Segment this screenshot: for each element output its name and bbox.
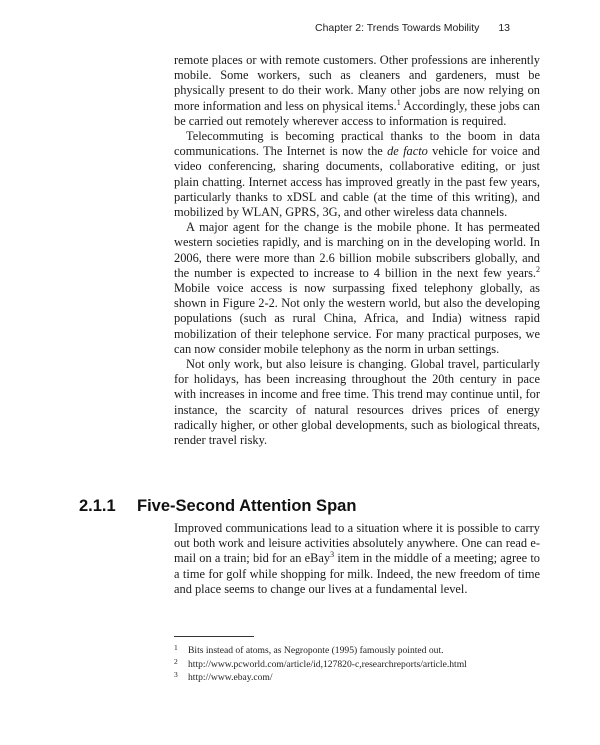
paragraph-3-text-a: A major agent for the change is the mobile phone. It has permeated western societies rapidly, and is marching on in the developing world. In 2006, there were more than 2.6 billion mobile subscribers globally, and the number is expected to increase to 4 billion in the next few years. [174, 220, 540, 280]
paragraph-1-text-a: remote places or with remote customers. Other professions are inherently mobile. Some workers, such as cleaners and gardeners, must be physically present to do their work. Many other jobs are now relying on more information and less on physical items. [174, 53, 540, 113]
body-text [174, 53, 540, 448]
footnote-1 [174, 644, 540, 658]
paragraph-2-text-b: vehicle for voice and video conferencing, sharing documents, collaborative editing, or just plain chatting. Internet access has improved greatly in the past few years, particularly thanks to xDSL and cable (at the time of this writing), and mobilized by WLAN, GPRS, 3G, and other wireless data channels. [174, 144, 540, 220]
paragraph-1 [174, 53, 540, 129]
page-number: 13 [498, 22, 510, 34]
footnote-3 [174, 671, 540, 685]
footnote-2-mark: 2 [174, 656, 178, 666]
paragraph-2 [174, 129, 540, 220]
paragraph-3 [174, 220, 540, 357]
footnote-ref-2: 2 [536, 264, 540, 274]
section-title: Five-Second Attention Span [137, 497, 357, 515]
chapter-title: Chapter 2: Trends Towards Mobility [315, 22, 480, 34]
running-header [170, 22, 510, 34]
footnote-1-mark: 1 [174, 643, 178, 652]
footnote-ref-1: 1 [396, 97, 401, 107]
section-number: 2.1.1 [79, 497, 116, 515]
paragraph-1-text-b: Accordingly, these jobs can be carried out remotely wherever access to information is required. [174, 98, 540, 128]
paragraph-3-text-b: Mobile voice access is now surpassing fixed telephony globally, as shown in Figure 2-2. Not only the western world, but also the developing populations (such as rural China, Africa, and India) witness rapid mobilization of their telephone service. For many practical purposes, we can now consider mobile telephony as the norm in urban settings. [174, 281, 540, 356]
section-paragraph-1-text-a: Improved communications lead to a situation where it is possible to carry out both work and leisure activities absolutely anywhere. One can read e-mail on a train; bid for an eBay [174, 521, 540, 566]
footnote-divider [174, 636, 254, 637]
paragraph-2-text-a: Telecommuting is becoming practical thanks to the boom in data communications. The Internet is now the [174, 129, 540, 159]
footnote-1-text: Bits instead of atoms, as Negroponte (1995) famously pointed out. [188, 645, 444, 656]
footnote-2 [174, 658, 540, 672]
footnote-3-mark: 3 [174, 670, 178, 680]
section-body-text [174, 521, 540, 597]
section-heading [79, 497, 356, 516]
footnote-3-link: http://www.ebay.com/ [188, 672, 273, 684]
footnotes [174, 644, 540, 685]
paragraph-4: Not only work, but also leisure is changing. Global travel, particularly for holidays, has been increasing throughout the 20th century in pace with increases in income and free time. This trend may continue until, for instance, the scarcity of natural resources drives prices of energy radically higher, or other global developments, such as biological threats, render travel risky. [174, 357, 540, 448]
section-paragraph-1 [174, 521, 540, 597]
paragraph-2-emphasis: de facto [387, 144, 428, 159]
section-paragraph-1-text-b: item in the middle of a meeting; agree to a time for golf while shopping for milk. Indeed, the new freedom of time and place seems to change our lives at a fundamental level. [174, 551, 540, 596]
footnote-ref-3: 3 [330, 550, 335, 560]
footnote-2-link: http://www.pcworld.com/article/id,127820-c,researchreports/article.html [188, 658, 467, 670]
